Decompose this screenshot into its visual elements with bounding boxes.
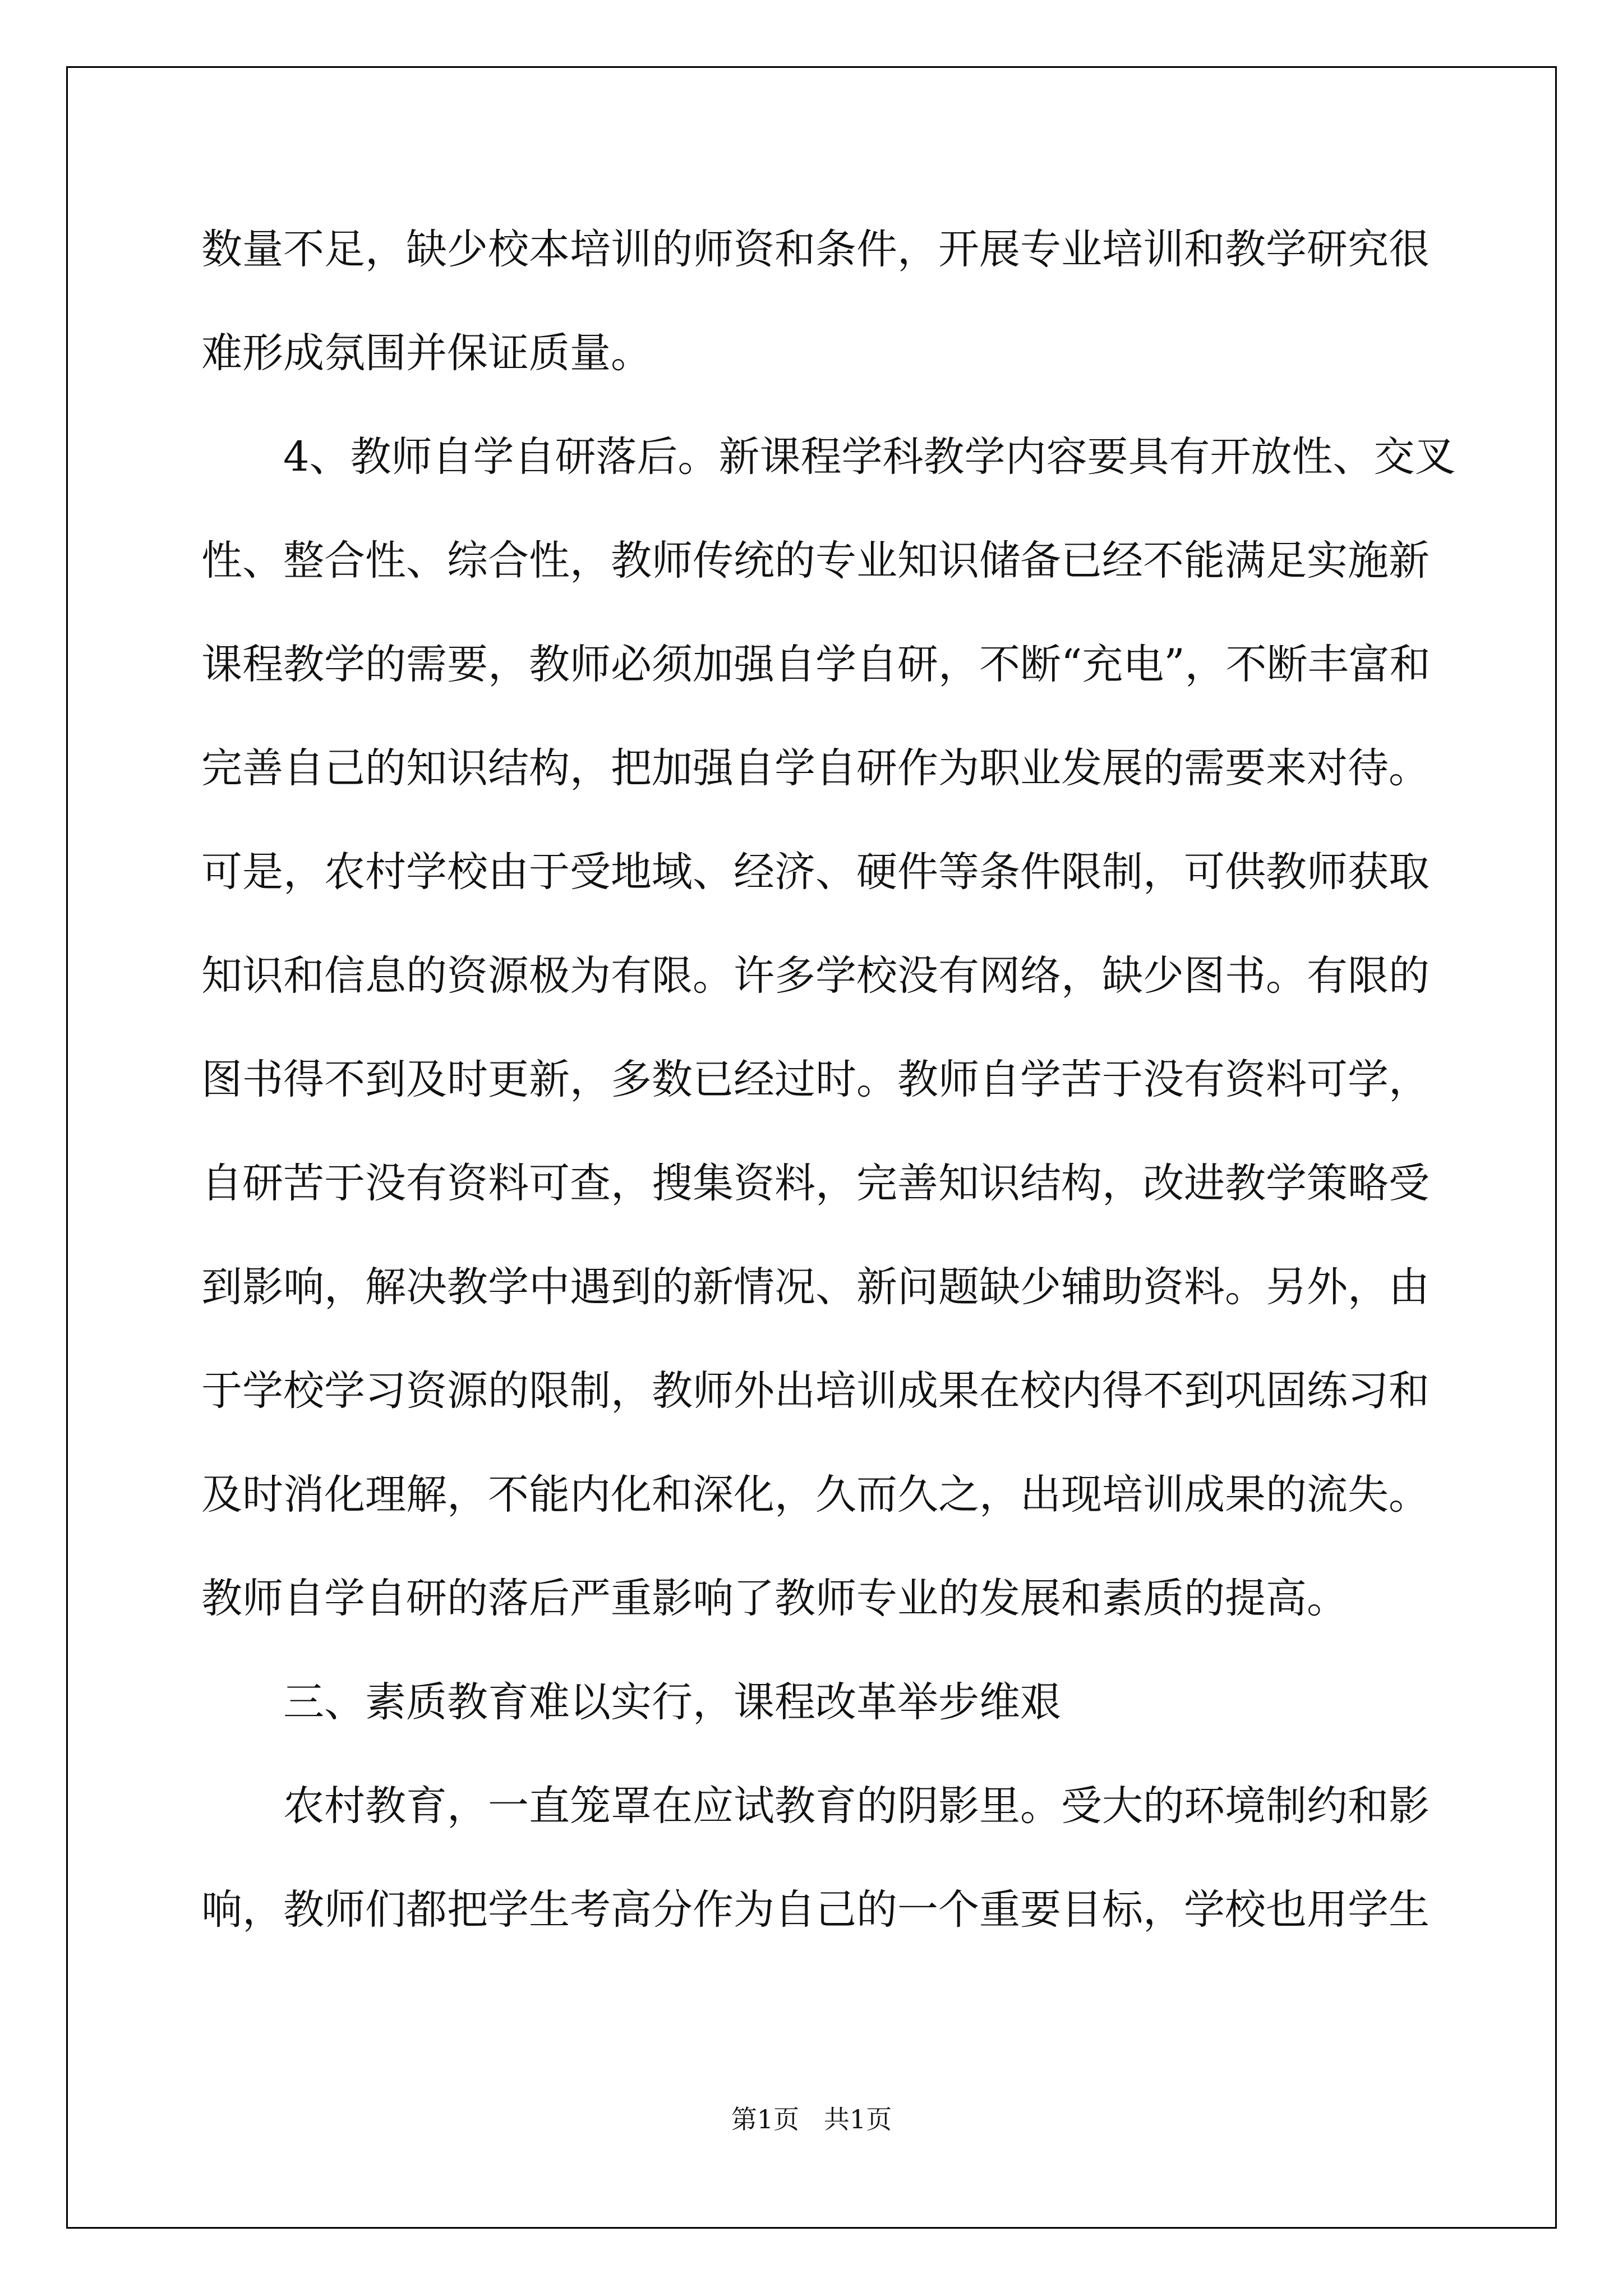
section-heading: 三、素质教育难以实行，课程改革举步维艰 bbox=[283, 1678, 1061, 1726]
body-line-2: 难形成氛围并保证质量。 bbox=[201, 329, 652, 377]
body-line-3: 4、教师自学自研落后。新课程学科教学内容要具有开放性、交叉 bbox=[283, 433, 1456, 481]
body-line-14: 教师自学自研的落后严重影响了教师专业的发展和素质的提高。 bbox=[201, 1575, 1348, 1622]
body-line-7: 可是，农村学校由于受地域、经济、硬件等条件限制，可供教师获取 bbox=[201, 848, 1430, 896]
body-line-11: 到影响，解决教学中遇到的新情况、新问题缺少辅助资料。另外，由 bbox=[201, 1263, 1430, 1311]
page-footer: 第1页 共1页 bbox=[731, 2104, 892, 2134]
body-line-8: 知识和信息的资源极为有限。许多学校没有网络，缺少图书。有限的 bbox=[201, 952, 1430, 1000]
body-line-6: 完善自己的知识结构，把加强自学自研作为职业发展的需要来对待。 bbox=[201, 744, 1430, 792]
body-line-16: 农村教育，一直笼罩在应试教育的阴影里。受大的环境制约和影 bbox=[283, 1782, 1430, 1830]
body-line-17: 响，教师们都把学生考高分作为自己的一个重要目标，学校也用学生 bbox=[201, 1886, 1430, 1934]
body-line-12: 于学校学习资源的限制，教师外出培训成果在校内得不到巩固练习和 bbox=[201, 1367, 1430, 1415]
body-line-4: 性、整合性、综合性，教师传统的专业知识储备已经不能满足实施新 bbox=[201, 537, 1430, 585]
body-line-9: 图书得不到及时更新，多数已经过时。教师自学苦于没有资料可学， bbox=[201, 1056, 1430, 1103]
body-line-13: 及时消化理解，不能内化和深化，久而久之，出现培训成果的流失。 bbox=[201, 1471, 1430, 1519]
body-line-5: 课程教学的需要，教师必须加强自学自研，不断“充电”，不断丰富和 bbox=[201, 641, 1431, 688]
body-line-10: 自研苦于没有资料可查，搜集资料，完善知识结构，改进教学策略受 bbox=[201, 1159, 1430, 1207]
body-line-1: 数量不足，缺少校本培训的师资和条件，开展专业培训和教学研究很 bbox=[201, 226, 1430, 273]
